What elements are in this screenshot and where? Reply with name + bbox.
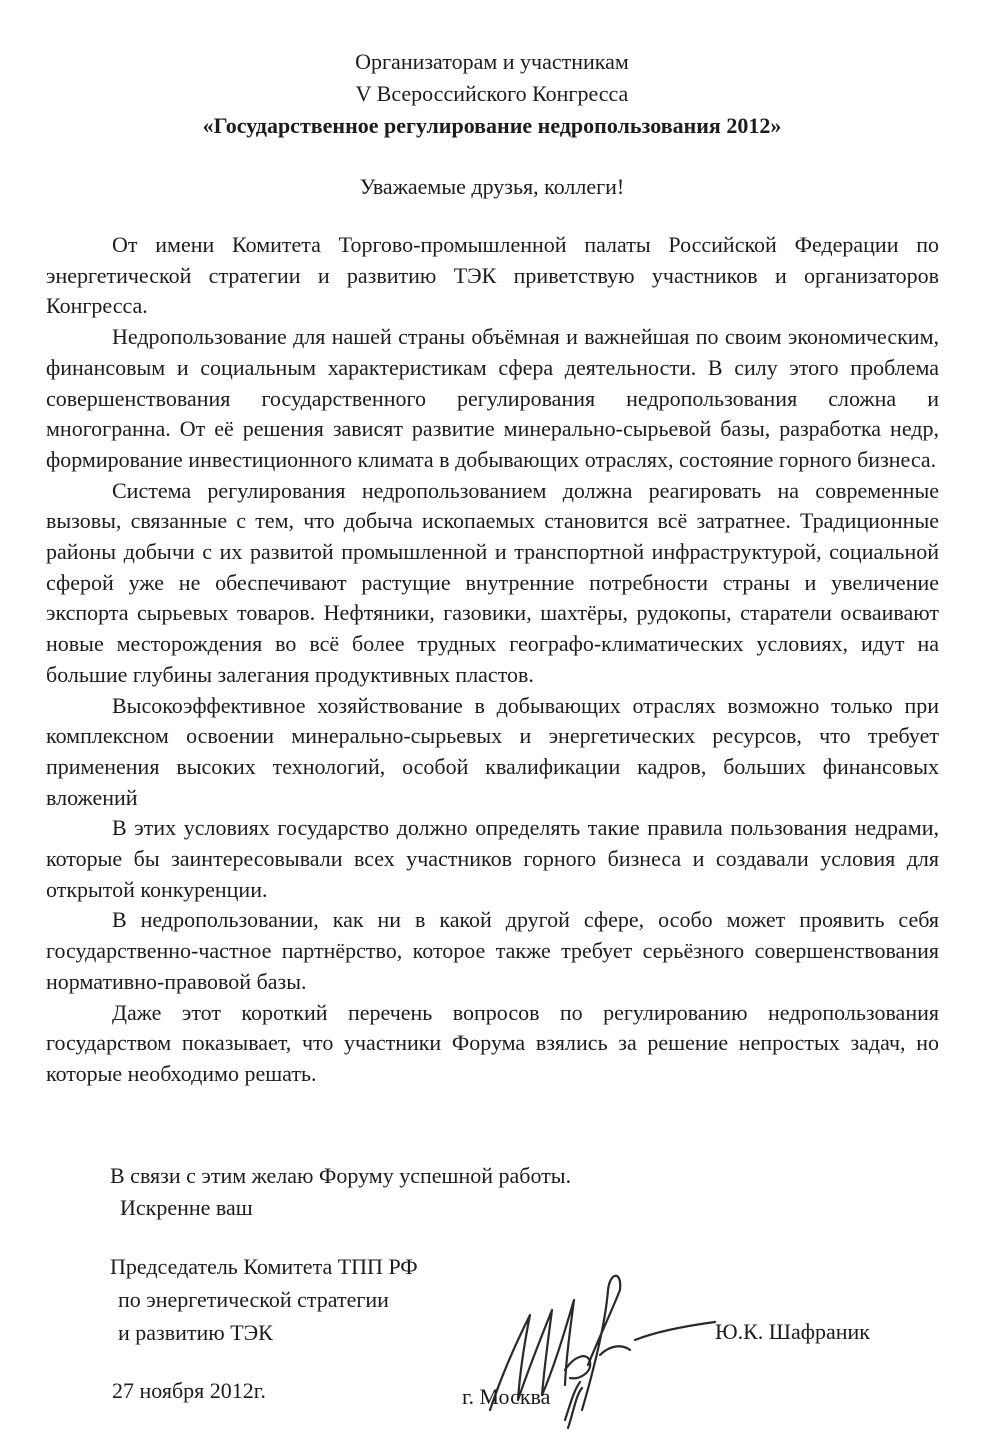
- signatory-title: [110, 1250, 418, 1349]
- paragraph: Высокоэффективное хозяйствование в добывающих отраслях возможно только при комплексном освоении минерально-сырьевых и энергетических ресурсов, что требует применения высоких технологий, особой квалификации кадров, больших финансовых вложений: [46, 692, 939, 810]
- paragraph: От имени Комитета Торгово-промышленной палаты Российской Федерации по энергетической стратегии и развитию ТЭК приветствую участников и организаторов Конгресса.: [46, 232, 939, 319]
- letter-header: [0, 46, 984, 142]
- signatory-title-line: и развитию ТЭК: [118, 1320, 273, 1345]
- signatory-name: Ю.К. Шафраник: [715, 1319, 870, 1344]
- paragraph: В этих условиях государство должно определять такие правила пользования недрами, которые бы заинтересовывали всех участников горного бизнеса и создавали условия для открытой конкуренции.: [46, 815, 939, 902]
- closing: [110, 1160, 571, 1224]
- letter-body: [46, 230, 939, 1090]
- paragraph: Недропользование для нашей страны объёмная и важнейшая по своим экономическим, финансовым и социальным характеристикам сфера деятельности. В силу этого проблема совершенствования государственного регулирования недропользования сложна и многогранна. От её решения зависят развитие минерально-сырьевой базы, разработка недр, формирование инвестиционного климата в добывающих отраслях, состояние горного бизнеса.: [46, 324, 939, 472]
- closing-wish: В связи с этим желаю Форуму успешной работы.: [110, 1163, 572, 1188]
- paragraph: Система регулирования недропользованием должна реагировать на современные вызовы, связанные с тем, что добыча ископаемых становится всё затратнее. Традиционные районы добычи с их развитой промышленной и транспортной инфраструктурой, социальной сферой уже не обеспечивают растущие внутренние потребности страны и увеличение экспорта сырьевых товаров. Нефтяники, газовики, шахтёры, рудокопы, старатели осваивают новые месторождения во всё более трудных географо-климатических условиях, идут на большие глубины залегания продуктивных пластов.: [46, 477, 939, 687]
- addressee-line: Организаторам и участникам: [355, 49, 629, 74]
- greeting: Уважаемые друзья, коллеги!: [359, 174, 625, 199]
- congress-line: V Всероссийского Конгресса: [355, 81, 629, 106]
- letter-city: г. Москва: [462, 1384, 551, 1409]
- signatory-title-line: Председатель Комитета ТПП РФ: [110, 1254, 418, 1279]
- paragraph: В недропользовании, как ни в какой другой сфере, особо может проявить себя государственно-частное партнёрство, которое также требует серьёзного совершенствования нормативно-правовой базы.: [46, 907, 939, 994]
- signatory-title-line: по энергетической стратегии: [118, 1287, 389, 1312]
- closing-sincerely: Искренне ваш: [120, 1195, 253, 1220]
- paragraph: Даже этот короткий перечень вопросов по регулированию недропользования государством показывает, что участники Форума взялись за решение непростых задач, но которые необходимо решать.: [46, 999, 939, 1086]
- letter-date: 27 ноября 2012г.: [112, 1378, 266, 1403]
- congress-title: «Государственное регулирование недропользования 2012»: [202, 113, 782, 138]
